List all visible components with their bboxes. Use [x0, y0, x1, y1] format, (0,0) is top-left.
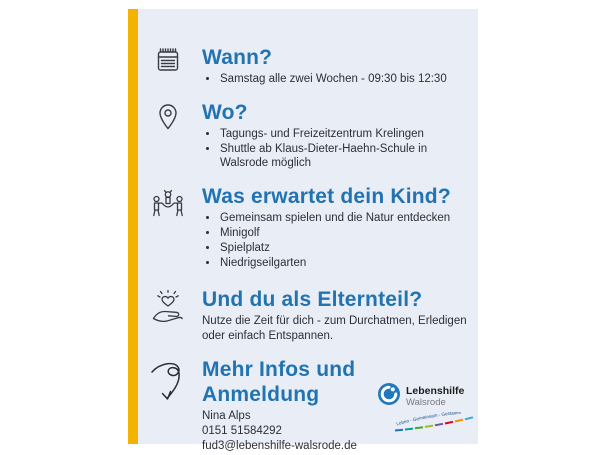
family-icon: [144, 184, 192, 217]
logo-tagline-arc: [391, 412, 477, 437]
curved-arrow-icon: [144, 357, 192, 404]
list-item: • Samstag alle zwei Wochen - 09:30 bis 12:30: [219, 72, 471, 86]
list-item: • Spielplatz: [219, 241, 471, 255]
logo-organization: Lebenshilfe: [406, 384, 465, 397]
section-title-elternteil: Und du als Elternteil?: [202, 288, 423, 311]
elternteil-text: Nutze die Zeit für dich - zum Durchatmen, Erledigen oder einfach Entspannen.: [202, 315, 467, 342]
location-pin-icon: [144, 100, 192, 131]
logo-tagline-text: Leben - Gemeinsam - Gestalten: [395, 412, 462, 427]
section-title-wo: Wo?: [202, 101, 248, 124]
kind-bullet-list: [202, 211, 471, 270]
yellow-accent-stripe: [128, 9, 138, 444]
section-wo: [138, 100, 478, 171]
wann-bullet-list: [202, 72, 471, 86]
list-item: • Shuttle ab Klaus-Dieter-Haehn-Schule in Walsrode möglich: [219, 142, 471, 170]
contact-phone: 0151 51584292: [202, 425, 282, 437]
flyer-panel: [128, 9, 478, 452]
contact-email: fud3@lebenshilfe-walsrode.de: [202, 440, 357, 452]
list-item: • Tagungs- und Freizeitzentrum Krelingen: [219, 127, 471, 141]
section-elternteil: [138, 287, 478, 343]
hand-heart-icon: [144, 287, 192, 324]
list-item: • Minigolf: [219, 226, 471, 240]
section-kind: [138, 184, 478, 271]
svg-text:Leben - Gemeinsam - Gestalten: [396, 412, 462, 426]
lebenshilfe-logo-mark-icon: [377, 382, 401, 411]
flyer-content-area: [138, 9, 478, 452]
wo-bullet-list: [202, 127, 471, 170]
section-wann: [138, 45, 478, 87]
section-title-infos: Mehr Infos und Anmeldung: [202, 358, 356, 406]
logo-location: Walsrode: [406, 396, 446, 408]
list-item: • Niedrigseilgarten: [219, 256, 471, 270]
section-title-wann: Wann?: [202, 46, 273, 69]
list-item: • Gemeinsam spielen und die Natur entdecken: [219, 211, 471, 225]
section-title-kind: Was erwartet dein Kind?: [202, 185, 451, 208]
calendar-icon: [144, 45, 192, 74]
contact-name: Nina Alps: [202, 410, 251, 422]
lebenshilfe-logo: [377, 382, 473, 437]
